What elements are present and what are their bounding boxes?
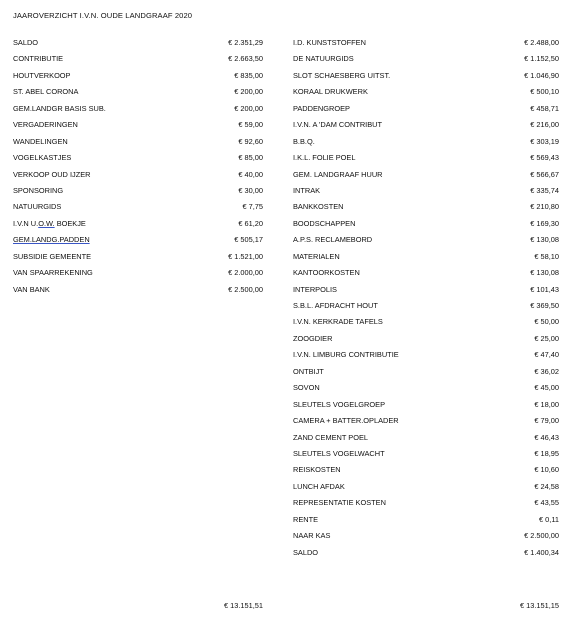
item-amount: € 61,20 <box>238 218 263 228</box>
list-item <box>293 120 559 136</box>
list-item <box>293 153 559 169</box>
item-label: KORAAL DRUKWERK <box>293 87 368 97</box>
item-amount: € 2.000,00 <box>228 268 263 278</box>
list-item <box>293 71 559 87</box>
list-item <box>293 186 559 202</box>
item-label: SOVON <box>293 383 320 393</box>
document-title: JAAROVERZICHT I.V.N. OUDE LANDGRAAF 2020 <box>13 11 193 20</box>
item-amount: € 200,00 <box>234 103 263 113</box>
item-label: PADDENGROEP <box>293 103 350 113</box>
list-item <box>293 285 559 301</box>
item-label: LUNCH AFDAK <box>293 481 345 491</box>
item-label: SALDO <box>293 547 319 557</box>
item-amount: € 25,00 <box>534 333 559 343</box>
list-item <box>13 104 263 120</box>
list-item <box>293 416 559 432</box>
list-item <box>13 285 263 301</box>
item-label: GEM. LANDGRAAF HUUR <box>293 169 383 179</box>
item-label: REPRESENTATIE KOSTEN <box>293 498 386 508</box>
item-label: ZOOGDIER <box>293 333 333 343</box>
item-label: HOUTVERKOOP <box>13 70 71 80</box>
item-label: ONTBIJT <box>293 366 324 376</box>
item-amount: € 7,75 <box>242 202 263 212</box>
list-item <box>293 170 559 186</box>
item-amount: € 18,00 <box>534 399 559 409</box>
item-label: ZAND CEMENT POEL <box>293 432 369 442</box>
list-item <box>293 548 559 564</box>
list-item <box>293 531 559 547</box>
item-amount: € 58,10 <box>534 251 559 261</box>
list-item <box>293 350 559 366</box>
list-item <box>293 202 559 218</box>
item-label: RENTE <box>293 514 319 524</box>
list-item <box>293 137 559 153</box>
item-amount: € 169,30 <box>530 218 559 228</box>
list-item <box>293 449 559 465</box>
item-label: A.P.S. RECLAMEBORD <box>293 235 373 245</box>
list-item <box>13 137 263 153</box>
item-amount: € 200,00 <box>234 87 263 97</box>
list-item <box>293 317 559 333</box>
item-label: SPONSORING <box>13 185 64 195</box>
item-label-prefix: I.V.N U. <box>13 218 39 228</box>
item-label: SALDO <box>13 38 39 47</box>
item-amount: € 18,95 <box>534 448 559 458</box>
item-label: I.V.N. KERKRADE TAFELS <box>293 317 383 327</box>
item-label: SLOT SCHAESBERG UITST. <box>293 70 391 80</box>
item-amount: € 569,43 <box>530 153 559 163</box>
list-item <box>293 87 559 103</box>
item-amount: € 40,00 <box>238 169 263 179</box>
item-label: ST. ABEL CORONA <box>13 87 79 97</box>
item-label: I.V.N. LIMBURG CONTRIBUTIE <box>293 350 399 360</box>
item-amount: € 92,60 <box>238 136 263 146</box>
list-item <box>13 71 263 87</box>
list-item <box>293 104 559 120</box>
item-amount: € 1.046,90 <box>524 70 559 80</box>
item-amount: € 47,40 <box>534 350 559 360</box>
item-label: VERGADERINGEN <box>13 120 78 130</box>
income-total: € 13.151,51 <box>223 601 263 610</box>
item-amount: € 101,43 <box>530 284 559 294</box>
item-amount: € 1.521,00 <box>228 251 263 261</box>
list-item <box>293 433 559 449</box>
item-amount: € 216,00 <box>530 120 559 130</box>
item-amount: € 369,50 <box>530 301 559 310</box>
list-item <box>13 202 263 218</box>
list-item <box>293 465 559 481</box>
item-amount: € 10,60 <box>534 465 559 475</box>
list-item <box>293 400 559 416</box>
item-amount: € 46,43 <box>534 432 559 442</box>
list-item <box>13 38 263 54</box>
list-item <box>13 235 263 251</box>
item-label: SLEUTELS VOGELWACHT <box>293 448 385 458</box>
item-amount: € 45,00 <box>534 383 559 393</box>
item-amount: € 85,00 <box>238 153 263 163</box>
item-amount: € 2.488,00 <box>524 38 559 47</box>
item-amount: € 0,11 <box>539 514 559 524</box>
item-label: I.K.L. FOLIE POEL <box>293 153 356 163</box>
item-amount: € 303,19 <box>530 136 559 146</box>
list-item <box>293 268 559 284</box>
item-amount: € 2.500,00 <box>228 284 263 294</box>
item-amount: € 30,00 <box>238 185 263 195</box>
item-label: GEM.LANDGR BASIS SUB. <box>13 103 106 113</box>
list-item <box>13 219 263 235</box>
item-amount: € 458,71 <box>530 103 559 113</box>
item-label: VOGELKASTJES <box>13 153 72 163</box>
income-list <box>13 38 263 301</box>
item-amount: € 2.351,29 <box>228 38 263 47</box>
list-item <box>293 515 559 531</box>
item-amount: € 36,02 <box>534 366 559 376</box>
item-label-link[interactable]: O.W. <box>38 218 55 228</box>
item-label: MATERIALEN <box>293 251 340 261</box>
item-label: INTERPOLIS <box>293 284 337 294</box>
item-amount: € 24,58 <box>534 481 559 491</box>
item-label: VAN BANK <box>13 284 50 294</box>
item-amount: € 210,80 <box>530 202 559 212</box>
list-item <box>13 252 263 268</box>
list-item <box>293 367 559 383</box>
item-label: WANDELINGEN <box>13 136 68 146</box>
list-item <box>293 38 559 54</box>
item-amount: € 566,67 <box>530 169 559 179</box>
list-item <box>13 268 263 284</box>
item-label: SUBSIDIE GEMEENTE <box>13 251 92 261</box>
item-amount: € 835,00 <box>234 70 263 80</box>
item-label: I.V.N. A 'DAM CONTRIBUT <box>293 120 383 130</box>
list-item <box>293 54 559 70</box>
item-label: BANKKOSTEN <box>293 202 344 212</box>
expense-list <box>293 38 559 564</box>
item-label: REISKOSTEN <box>293 465 341 475</box>
list-item <box>13 153 263 169</box>
item-label-suffix: BOEKJE <box>54 218 86 228</box>
item-label: VERKOOP OUD IJZER <box>13 169 91 179</box>
item-amount: € 1.152,50 <box>524 54 559 64</box>
item-amount: € 79,00 <box>534 416 559 426</box>
item-label <box>13 219 86 229</box>
item-label: CONTRIBUTIE <box>13 54 64 64</box>
list-item <box>293 383 559 399</box>
item-amount: € 50,00 <box>534 317 559 327</box>
list-item <box>293 252 559 268</box>
list-item <box>293 482 559 498</box>
item-amount: € 130,08 <box>530 268 559 278</box>
item-label: INTRAK <box>293 185 321 195</box>
item-label: NATUURGIDS <box>13 202 62 212</box>
item-label: B.B.Q. <box>293 136 315 146</box>
list-item <box>13 170 263 186</box>
item-amount: € 335,74 <box>530 185 559 195</box>
list-item <box>293 334 559 350</box>
item-label: BOODSCHAPPEN <box>293 218 356 228</box>
item-label: SLEUTELS VOGELGROEP <box>293 399 386 409</box>
list-item <box>293 219 559 235</box>
item-amount: € 43,55 <box>534 498 559 508</box>
item-amount: € 2.663,50 <box>228 54 263 64</box>
item-amount: € 505,17 <box>234 235 263 245</box>
list-item <box>13 87 263 103</box>
list-item <box>13 186 263 202</box>
list-item <box>13 54 263 70</box>
item-amount: € 2.500,00 <box>524 531 559 541</box>
list-item <box>293 235 559 251</box>
item-amount: € 1.400,34 <box>524 547 559 557</box>
item-label: DE NATUURGIDS <box>293 54 354 64</box>
item-amount: € 500,10 <box>530 87 559 97</box>
item-amount: € 130,08 <box>530 235 559 245</box>
expense-total: € 13.151,15 <box>519 601 559 610</box>
item-label: VAN SPAARREKENING <box>13 268 93 278</box>
item-label: KANTOORKOSTEN <box>293 268 360 278</box>
item-label: NAAR KAS <box>293 531 331 541</box>
item-amount: € 59,00 <box>238 120 263 130</box>
item-label: I.D. KUNSTSTOFFEN <box>293 38 366 47</box>
item-label: CAMERA + BATTER.OPLADER <box>293 416 399 426</box>
list-item <box>293 301 559 317</box>
item-label: S.B.L. AFDRACHT HOUT <box>293 301 378 310</box>
list-item <box>293 498 559 514</box>
item-label-link[interactable]: GEM.LANDG.PADDEN <box>13 235 90 245</box>
list-item <box>13 120 263 136</box>
